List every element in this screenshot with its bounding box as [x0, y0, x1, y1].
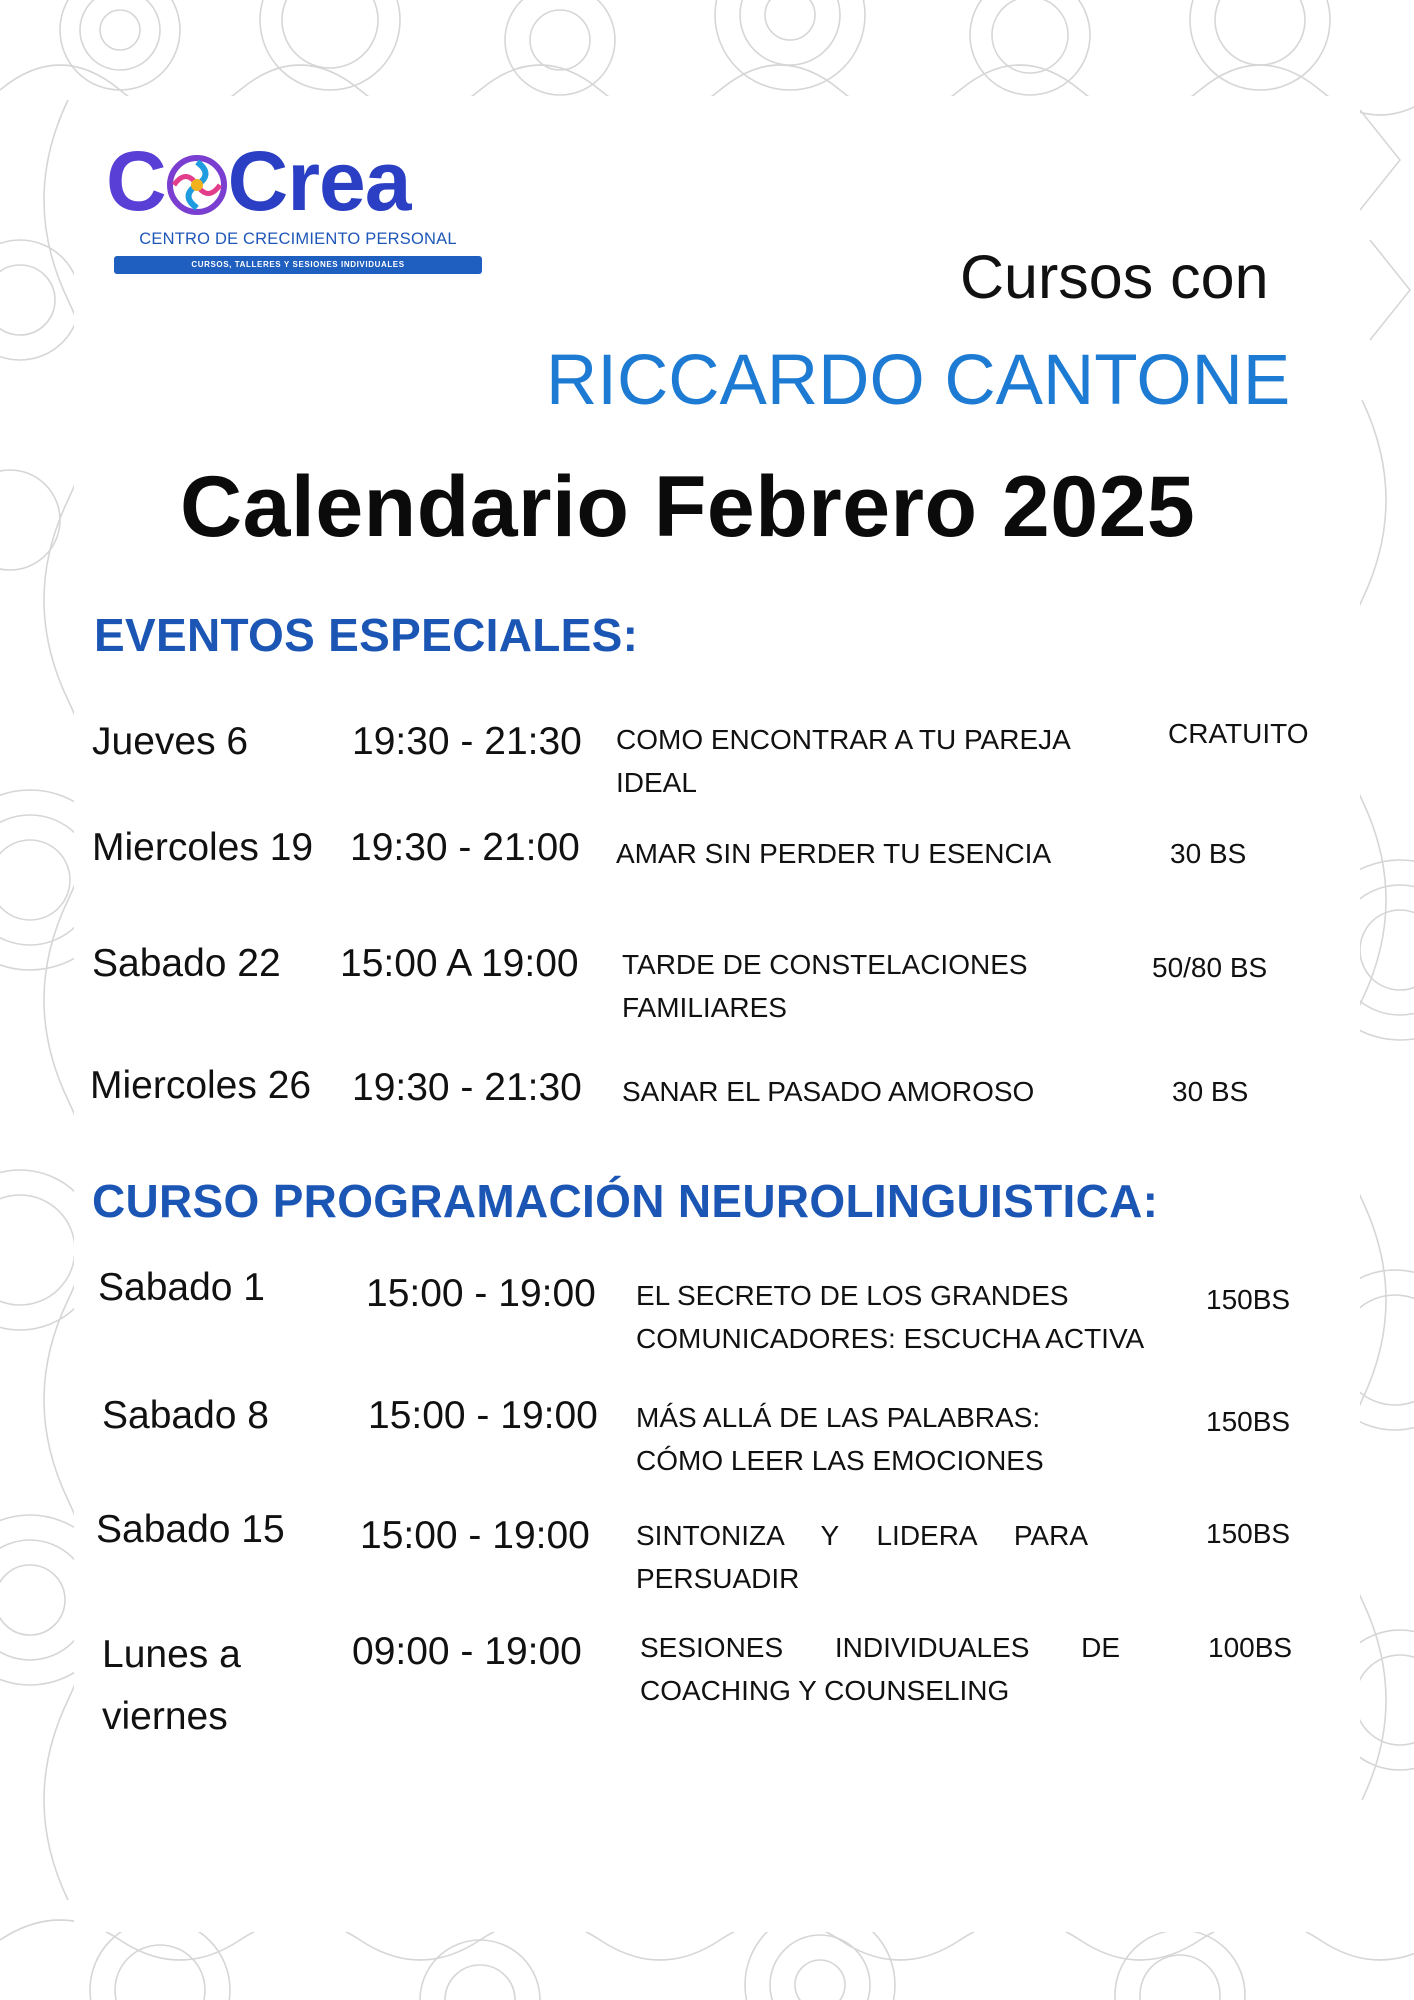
session-time: 15:00 - 19:00 — [368, 1394, 598, 1437]
event-price: 50/80 BS — [1152, 952, 1268, 983]
session-day: Sabado 8 — [102, 1394, 269, 1437]
cocrea-logo — [106, 134, 486, 276]
session-title: EL SECRETO DE LOS GRANDES COMUNICADORES: ESCUCHA ACTIVA — [636, 1280, 1145, 1354]
event-title: COMO ENCONTRAR A TU PAREJA IDEAL — [616, 724, 1070, 798]
event-price: 30 BS — [1172, 1076, 1249, 1107]
header-cursos-con: Cursos con — [960, 243, 1269, 311]
event-price: CRATUITO — [1168, 718, 1309, 749]
section-heading-special-events: EVENTOS ESPECIALES: — [94, 609, 639, 661]
event-day: Miercoles 19 — [92, 826, 314, 869]
instructor-name: RICCARDO CANTONE — [546, 341, 1291, 420]
event-time: 19:30 - 21:00 — [350, 826, 580, 869]
event-title: AMAR SIN PERDER TU ESENCIA — [616, 838, 1052, 869]
session-title: MÁS ALLÁ DE LAS PALABRAS: CÓMO LEER LAS EMOCIONES — [636, 1402, 1044, 1476]
session-title: SESIONES INDIVIDUALES DE COACHING Y COUNSELING — [640, 1632, 1120, 1706]
event-time: 19:30 - 21:30 — [352, 1066, 582, 1109]
page-title: Calendario Febrero 2025 — [180, 459, 1196, 555]
session-price: 100BS — [1208, 1632, 1293, 1663]
event-title: SANAR EL PASADO AMOROSO — [622, 1076, 1035, 1107]
logo-swirl-icon — [166, 146, 228, 208]
event-time: 19:30 - 21:30 — [352, 720, 582, 763]
event-day: Jueves 6 — [92, 720, 249, 763]
event-price: 30 BS — [1170, 838, 1247, 869]
session-time: 15:00 - 19:00 — [366, 1272, 596, 1315]
session-price: 150BS — [1206, 1406, 1291, 1437]
session-title: SINTONIZA Y LIDERA PARA PERSUADIR — [636, 1520, 1088, 1594]
event-day: Miercoles 26 — [90, 1064, 312, 1107]
logo-subtitle: CENTRO DE CRECIMIENTO PERSONAL — [139, 230, 457, 248]
session-time: 15:00 - 19:00 — [360, 1514, 590, 1557]
session-day: Sabado 1 — [98, 1266, 265, 1309]
event-title: TARDE DE CONSTELACIONES FAMILIARES — [622, 949, 1028, 1023]
session-price: 150BS — [1206, 1518, 1291, 1549]
session-day: Sabado 15 — [96, 1508, 285, 1551]
section-heading-pnl-course: CURSO PROGRAMACIÓN NEUROLINGUISTICA: — [92, 1175, 1159, 1227]
event-day: Sabado 22 — [92, 942, 281, 985]
logo-word-crea: Crea — [227, 134, 411, 228]
logo-wordmark — [106, 134, 411, 228]
event-time: 15:00 A 19:00 — [340, 942, 579, 985]
session-price: 150BS — [1206, 1284, 1291, 1315]
logo-tagline-bar: CURSOS, TALLERES Y SESIONES INDIVIDUALES — [114, 256, 482, 274]
session-day: Lunes a viernes — [102, 1633, 241, 1738]
session-time: 09:00 - 19:00 — [352, 1630, 582, 1673]
logo-letter-c: C — [106, 134, 166, 228]
